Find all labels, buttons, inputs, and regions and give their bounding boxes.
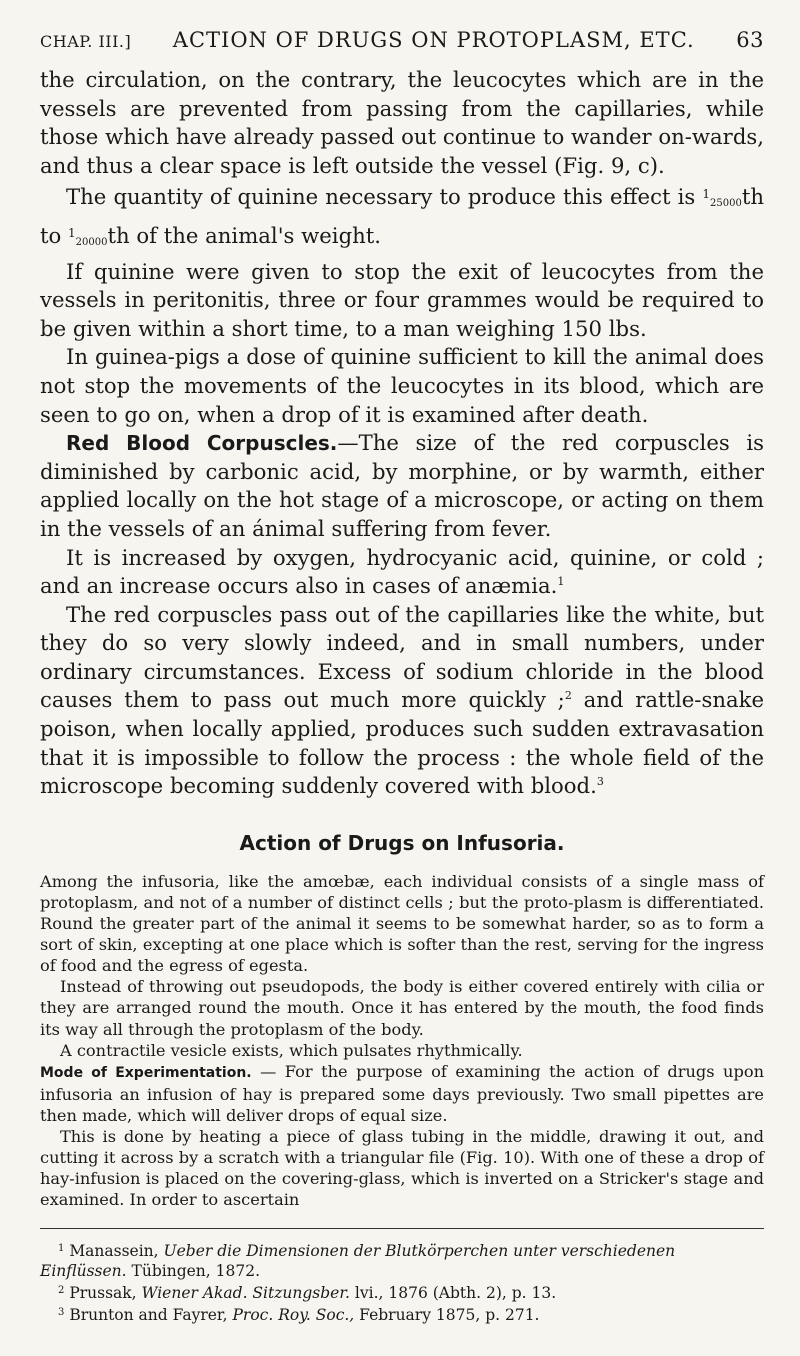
footnote-ref[interactable]: 1: [557, 575, 565, 589]
paragraph: the circulation, on the contrary, the leucocytes which are in the vessels are prevented from passing from the capillaries, while those which have already passed out continue to wander on-wards, and thus a clear space is left outside the vessel (Fig. 9, c).: [40, 67, 764, 178]
fraction-denominator: 20000: [75, 236, 108, 248]
footnote-rule: [40, 1228, 764, 1229]
footnotes: [40, 1239, 764, 1325]
chapter-label: CHAP. III.]: [40, 32, 132, 51]
paragraph-experimentation: Mode of Experimentation. — For the purpose of examining the action of drugs upon infusoria an infusion of hay is prepared some days previously. Two small pipettes are then made, which will deliver drops of equal size.: [40, 1061, 764, 1125]
paragraph: Among the infusoria, like the amœbæ, each individual consists of a single mass of protoplasm, and not of a number of distinct cells ; but the proto-plasm is differentiated. Round the greater part of the animal it seems to be somewhat harder, so as to form a sort of skin, excepting at one place which is softer than the rest, serving for the ingress of food and the egress of egesta.: [40, 871, 764, 976]
paragraph: The red corpuscles pass out of the capillaries like the white, but they do so very slowly indeed, and in small numbers, under ordinary circumstances. Excess of sodium chloride in the blood causes them to pass out much more quickly ;$^2$ and rattle-snake poison, when locally applied, produces such sudden extravasation that it is impossible to follow the process : the whole field of the microscope becoming suddenly covered with blood.$^3$: [40, 601, 764, 799]
side-heading: Red Blood Corpuscles.: [66, 431, 338, 456]
section-heading: Action of Drugs on Infusoria.: [239, 830, 565, 855]
main-text: [40, 66, 764, 801]
fraction-numerator: 1: [68, 225, 76, 240]
small-print-text: [40, 871, 764, 1211]
footnote: $^1$ Manassein, Ueber die Dimensionen der Blutkörperchen unter verschiedenen Einflüssen. Tübingen, 1872.: [40, 1242, 676, 1281]
paragraph: Instead of throwing out pseudopods, the body is either covered entirely with cilia or they are arranged round the mouth. Once it has entered by the mouth, the food finds its way all through the protoplasm of the body.: [40, 977, 764, 1039]
footnote-ref[interactable]: 2: [564, 689, 572, 703]
paragraph: It is increased by oxygen, hydrocyanic acid, quinine, or cold ; and an increase occurs also in cases of anæmia.$^1$: [40, 544, 764, 599]
paragraph: A contractile vesicle exists, which pulsates rhythmically.: [60, 1040, 523, 1060]
paragraph-red-corpuscles: Red Blood Corpuscles.—The size of the red corpuscles is diminished by carbonic acid, by morphine, or by warmth, either applied locally on the hot stage of a microscope, or acting on them in the vessels of an ánimal suffering from fever.: [40, 430, 765, 541]
fraction-numerator: 1: [702, 187, 710, 202]
footnote-ref[interactable]: 3: [596, 775, 604, 789]
paragraph: In guinea-pigs a dose of quinine sufficient to kill the animal does not stop the movements of the leucocytes in its blood, which are seen to go on, when a drop of it is examined after death.: [40, 344, 764, 427]
side-heading: Mode of Experimentation.: [40, 1064, 252, 1081]
book-page: [40, 28, 764, 1325]
footnote: $^2$ Prussak, Wiener Akad. Sitzungsber. lvi., 1876 (Abth. 2), p. 13.: [58, 1284, 557, 1303]
paragraph: If quinine were given to stop the exit of leucocytes from the vessels in peritonitis, three or four grammes would be required to be given within a short time, to a man weighing 150 lbs.: [40, 258, 764, 341]
page-number: 63: [736, 28, 764, 52]
running-title: ACTION OF DRUGS ON PROTOPLASM, ETC.: [172, 28, 695, 52]
footnote: $^3$ Brunton and Fayrer, Proc. Roy. Soc., February 1875, p. 271.: [58, 1306, 540, 1325]
paragraph-quinine-dose: The quantity of quinine necessary to produce this effect is $^1$25000th to $^1$20000th of the animal's weight.: [40, 184, 764, 248]
paragraph: This is done by heating a piece of glass tubing in the middle, drawing it out, and cutting it across by a scratch with a triangular file (Fig. 10). With one of these a drop of hay-infusion is placed on the covering-glass, which is inverted on a Stricker's stage and examined. In order to ascertain: [40, 1126, 764, 1210]
running-head: [40, 28, 764, 52]
fraction-denominator: 25000: [710, 198, 742, 210]
